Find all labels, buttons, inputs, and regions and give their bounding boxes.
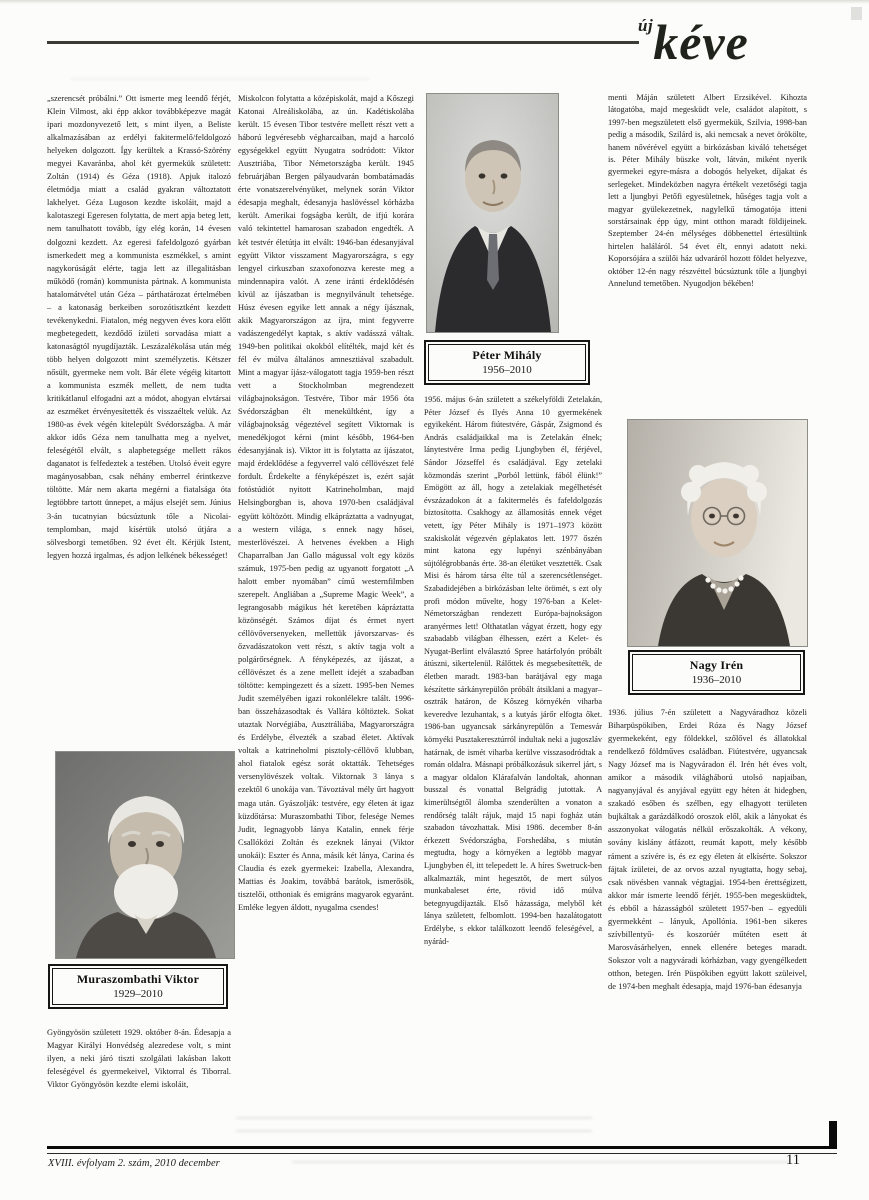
masthead-logo: [638, 10, 818, 74]
column4-iren-obituary-start: 1936. július 7-én született a Nagyváradhoz közeli Biharpüspökiben, Erdei Róza és Nagy József gyermekeként, egy földekkel, szőlővel és állatokkal rendelkező földműves családban. Fiútestvére, ugyancsak Nagy József ma is Nagyváradon él. Irén hét éves volt, amikor a második világháború utolsó napjaiban, nagyanyjával és anyjával együtt egy héten át hidegben, szakadó esőben és szélben, egy elhagyott területen bujkáltak a garázdálkodó oroszok elől, akik a lányokat és asszonyokat válogatás nélkül erőszakolták. A vékony, sovány kislány átfázott, reumát kapott, mely később ráment a szívére is, és ez egy életen át elkísérte. Sokszor fájtak ízületei, de az orvos azzal nyugtatta, hogy sebaj, csak növésben vannak végtagjai. 1954-ben érettségizett, akkor már ismerte leendő férjét. 1955-ben megesküdtek, és ebből a házasságból született 1957-ben – egyedüli gyermekként – lányuk, Apollónia. 1961-ben sikeres szívbillentyű- és koszorúér műtéten esett át Marosvásárhelyen, ennek ellenére beteges maradt. Sokszor volt a nagyváradi kórházban, vagy gyengélkedett otthon, betegen. Irén Püspökiben együtt lakott szüleivel, de 1974-ben meghalt édesapja, majd 1976-ban édesanyja: [608, 708, 807, 991]
caption-box-peter-mihaly: [424, 340, 590, 385]
column1-obituary-continuation-text: „szerencsét próbálni.” Ott ismerte meg leendő férjét, Klein Vilmost, aki épp akkor továbbképezve magát ipari mozdonyvezető lett, s mint ilyen, a Beliste alkalmazásában az erdélyi fakitermelő/feldolgozó helyeken dolgozott. Így kerültek a Krassó-Szörény megyei Kavaránba, ahol két gyermekük született: Zoltán (1914) és Géza (1918). Apjuk italozó életmódja miatt a család gyakran változtatott lakhelyet. Géza Lugoson kezdte iskoláit, majd a kalotaszegi Egeresen folytatta, de mert apja beteg lett, nem tanulhatott tovább, így elég korán, 14 évesen dolgozni kezdett. Az egeresi fafeldolgozó gyárban ismerkedett meg a kommunista eszmékkel, s amint nagykorúságát elérte, tagja lett az illegalitásban működő (román) kommunista pártnak. A kommunista hatalomátvétel után Géza – párthatározat értelmében – a katonaság berkeiben sorozótisztként kezdett tevékenykedni. Fiatalon, még negyven éves kora előtt megbetegedett, kezdődő ízületi sorvadása miatt a katonaságtól nyugdíjazták. Leszázalékolása után még több helyen dolgozott mint személyzetis. Kétszer nősült, gyermeke nem volt. Bár élete végéig kitartott a kommunista eszmék mellett, de nem tudta kritikátlanul elfogadni azt a módot, ahogyan elvtársai az eszméket érvényesítették és visszaéltek velük. Az 1980-as évek végén kitelepült Svédországba. A már akkor idős Géza nem tanulhatta meg a nyelvet, feleségétől elvált, s alapbetegsége mellett rákos daganatot is felfedeztek a testében. Utolsó éveit egyre magányosabban, csak néhány emberrel érintkezve töltötte. Már nem akarta megérni a fiatalsága óta legtöbbre tartott ünnepet, a május elsejét sem. Június 3-án tucatnyian búcsúztunk tőle a Nicolai-templomban, majd kísértük utolsó útjára a sölvesborgi temetőben. 92 évet élt. Kérjük Istent, legyen hozzá irgalmas, és adjon lelkének békességet!: [47, 94, 231, 560]
registration-mark: [829, 1121, 837, 1146]
column2-viktor-obituary-continued: Miskolcon folytatta a középiskolát, majd a Kőszegi Katonai Alreáliskolába, az ún. Kadétiskolába került. 15 évesen Tibor testvére mellett részt vett a háború legvéresebb végharcaiban, majd a harcoló egységekkel együtt Nyugatra sodródott: Viktor Ausztriába, Tibor Németországba került. 1945 februárjában Bergen pályaudvarán bombatámadás érte vonatszerelvényüket, melynek során Viktor édesapja meghalt, édesanyja haslövéssel kórházba került. Amerikai fogságba került, de ifjú korára való tekintettel hamarosan szabadon engedték. A két testvér életútja itt elvált: 1946-ban édesanyjával együtt Viktor visszament Magyarországra, s egy lengyel cirkuszban szaxofonozva kereste meg a mindennapira valót. A zene iránti érdeklődésén kívül az íjászatban is megnyilvánult tehetsége. Húsz évesen egyike lett annak a négy íjásznak, akik Magyarországon az íjra, mint fegyverre vadászengedélyt kaptak, s aktív vadásszá váltak. 1949-ben politikai okokból elítélték, majd két és fél év múlva általános amnesztiával szabadult. Mint a magyar íjász-válogatott tagja 1959-ben részt vett a Stockholmban megrendezett világbajnokságon. Testvére, Tibor már 1956 óta Svédországban élt menekültként, így a világbajnokság végeztével segített Viktornak is menedékjogot kérni (mint később, 1964-ben édesanyjának is). Viktor itt is folytatta az íjászatot, majd érdeklődése a fegyverrel való céllövészet felé fordult. Érdekelte a fényképészet is, ezért saját fotóstúdiót nyitott Katrineholmban, majd Helsingborgban is, ahova 1970-ben családjával együtt költözött. Mindig elkápráztatta a vadnyugat, a western világa, s ennek nagy hősei, mesterlövészei. A hetvenes években a High Chaparralban Jan Gallo mágussal volt egy közös számuk, 1975-ben pedig az ugyanott forgatott „A halott ember nyomában” című westernfilmben szerepelt. Angliában a „Supreme Magic Week”, a legrangosabb mágikus hét keretében kápráztatta közönségét. Számos díjat és érmet nyert céllövőversenyeken, mellettük jávorszarvas- és őzvadászatokon vett részt, s aktív tagja volt a polgárőrségnek. A fényképezés, az íjászat, a céllövészet és a zene mellett idejét a szabadban töltötte: kempingezett és a sízett. 1995-ben Nemes Judit személyében igazi rokonlélekre talált. 1996-ban összeházasodtak és Vallára költöztek. Sokat utaztak Norvégiába, Ausztráliába, Magyarországra és Erdélybe, élvezték a szabad életet. Aktívak voltak a katrineholmi pisztoly-céllövő klubban, ahol fiatalok egész sorát oktatták. Tehetséges versenylövészek voltak. Viktornak 3 lánya s ezektől 6 unokája van. Távoztával mély űrt hagyott maga után. Gyászolják: testvére, egy életen át igaz küzdőtársa: Muraszombathi Tibor, felesége Nemes Judit, legnagyobb lánya Katalin, ennek férje Csallóközi Zoltán és ezeknek lányai (Viktor unokái): Eszter és Anna, másik két lánya, Carina és Claudia és ezek gyermekei: Izabella, Alexandra, Mattias és Joakim, továbbá barátok, ismerősök, tisztelői, otthoniak és emigráns magyarok egyaránt. Emléke legyen áldott, nyugalma csendes!: [238, 94, 414, 912]
verso-show-through-artifact: [292, 1158, 790, 1171]
verso-show-through-artifact: [236, 1114, 592, 1134]
caption-box-nagy-iren: [628, 650, 805, 695]
column1-viktor-obituary-start: Gyöngyösön született 1929. október 8-án. Édesapja a Magyar Királyi Honvédség alezredese volt, s mint ilyen, a neki járó tiszti szolgálati lakásban lakott feleségével és gyermekeivel, Viktorral és Tiborral. Viktor Gyöngyösön kezdte elemi iskoláit,: [47, 1028, 231, 1090]
photo-nagy-iren: [628, 420, 807, 646]
masthead-title: kéve: [653, 14, 749, 70]
scan-corner-artifact: [851, 7, 862, 20]
column4-peter-obituary-end: menti Máján született Albert Erzsikével. Kihozta látogatóba, majd megesküdt vele, családot alapított, s 1997-ben megszületett első gyermekük, Szilvia, 1998-ban pedig a második, Szilárd is, aki nemcsak a nevet örökölte, hanem nővérével együtt a birkózásban kiváló tehetséget is. Péter Mihály büszke volt, látván, miként nyerik gyermekei egyre-másra a dobogós helyeket, díjakat és serlegeket. Mindeközben nagyra értékelt vezetőségi tagja lett a ljungbyi Petőfi egyesületnek, hűséges tagja volt a magyar gyülekezetnek, nagylelkű támogatója itteni sorstársainak épp úgy, mint otthon maradt földijeinek. Szeptember 24-én mélységes döbbenettel értesültünk hirtelen haláláról. 54 évet élt, ennyi adatott neki. Koporsójára a szülői ház udvaráról hozott földet helyezve, október 12-én nagy részvéttel búcsúztunk tőle a ljungbyi Annelund temetőben. Nyugodjon békében!: [608, 93, 807, 289]
obituary-name: Péter Mihály: [472, 348, 542, 362]
obituary-name: Nagy Irén: [689, 658, 744, 672]
photo-peter-mihaly: [427, 94, 558, 332]
obituary-years: 1929–2010: [113, 988, 163, 1000]
tie: [487, 234, 499, 290]
masthead-rule: [47, 41, 639, 44]
obituary-years: 1936–2010: [691, 674, 742, 686]
footer-issue-line: XVIII. évfolyam 2. szám, 2010 december: [48, 1158, 220, 1169]
obituary-years: 1956–2010: [482, 364, 532, 376]
column3-peter-obituary-start: 1956. május 6-án született a székelyföldi Zetelakán, Péter József és Ilyés Anna 10 gyermekének egyikeként. Három fiútestvére, Gáspár, Zsigmond és András családjaikkal ma is Zetelakán élnek; lánytestvére Irma pedig Ljungbyben él, férjével, Sándor Józseffel és családjával. Egy zetelaki közmondás szerint „Porból lettünk, fából élünk!” Emögött az áll, hogy a zetelakiak megélhetését évszázadokon át a fakitermelés és fafeldolgozás biztosította. Csakhogy az államosítás ennek véget vetett, így Péter Mihály is 1971–1973 között szakiskolát végezvén géplakatos lett. 1977 őszén mint katona egy lupényi szénbányában sújtólégrobbanás érte. 38-an életüket vesztették. Csak Misi és három társa élte túl a szerencsétlenséget. Szabadidejében a birkózásban lelte örömét, s ezt oly profi módon művelte, hogy 1976-ban a Kelet-Németországban rendezett Európa-bajnokságon aranyérmes lett! Olthatatlan vágyat érzett, hogy egy szabadabb világban élhessen, ezért a Kelet- és Nyugat-Berlint elválasztó Spree határfolyón próbált átúszni, sikertelenül. Rálőttek és megsebesítették, de életben maradt. 1983-ban barátjával egy maga készítette sárkányrepülőn próbált átsiklani a magyar–osztrák határon, de Kőszeg környékén viharba keveredve lezuhantak, s a kutyás járőr elfogta őket. 1986-ban ugyancsak sárkányrepülőn a Temesvár környéki Pusztakeresztúrról indultak neki a jugoszláv határnak, de ismét viharba kerülve visszasodródtak a román oldalra. Másnapi próbálkozásuk sikerrel járt, s a magyar oldalon Klárafalván landoltak, ahonnan busszal és vonattal Belgrádig jutottak. A kimerültségtől álomba szenderülten a vonaton a rendőrség talált rájuk, majd 15 napi fogház után szabadon távozhattak. Misi 1986. december 8-án érkezett Svédországba, Forshedába, s miután megtudta, hogy a környéken a legtöbb magyar Ljungbyben él, itt telepedett le. A híres Swetruck-ben alkalmazták, mint hegesztőt, de mert súlyos munkabaleset érte, rövid idő múlva betegnyugdíjazták. Első házassága, melyből két lánya született, felbomlott. 1994-ben hazalátogatott Erdélybe, s ekkor találkozott leendő feleségével, a nyárád-: [424, 395, 602, 946]
scan-edge-artifact: [0, 0, 869, 4]
photo-muraszombathi-viktor: [56, 752, 234, 958]
white-beard: [114, 864, 178, 920]
verso-show-through-artifact: [70, 75, 370, 83]
footer-double-rule: [47, 1146, 837, 1154]
footer-page-number: 11: [786, 1152, 800, 1168]
masthead-prefix: új: [638, 16, 654, 35]
caption-box-muraszombathi-viktor: [48, 964, 228, 1009]
obituary-name: Muraszombathi Viktor: [76, 972, 200, 986]
